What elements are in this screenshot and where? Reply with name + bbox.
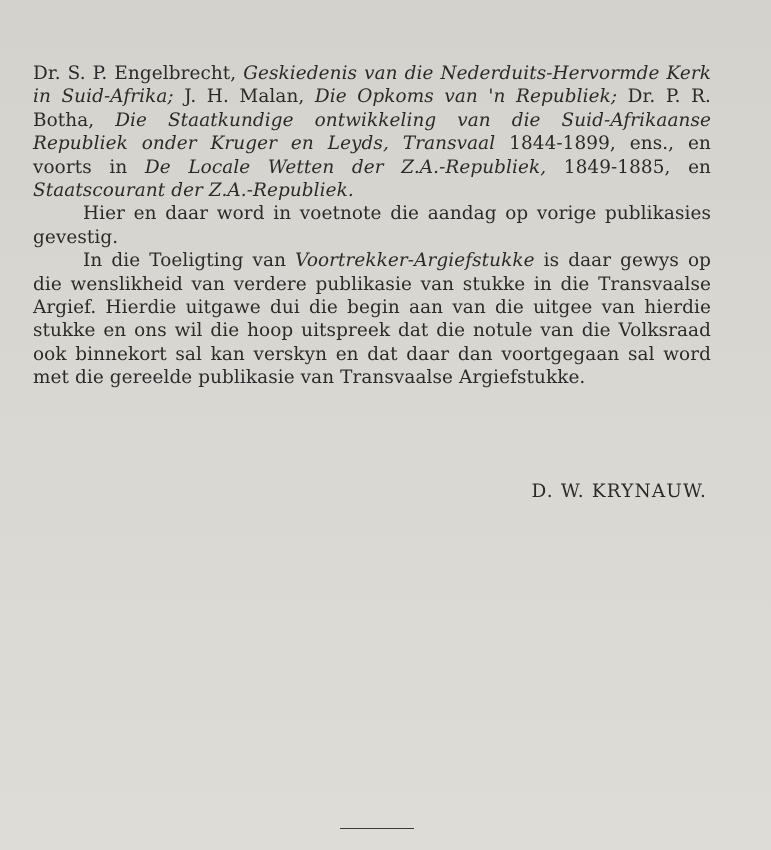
author-signature: D. W. KRYNAUW. — [531, 481, 707, 502]
book-title: Die Opkoms van 'n Republiek; — [314, 86, 618, 108]
book-title: Geskiedenis van die Nederduits-Hervormde Kerk in Suid-Afrika; — [33, 63, 711, 108]
body-text — [33, 62, 711, 390]
book-title: Staatscourant der Z.A.-Republiek. — [33, 180, 354, 202]
book-title: Voortrekker-Argiefstukke — [295, 250, 535, 272]
text-run: is daar gewys op die wenslikheid van verdere publikasie van stukke in die Transvaalse Argief. Hierdie uitgawe dui die begin aan van die uitgee van hierdie stukke en ons wil die hoop uitspreek dat die notule van die Volksraad ook binnekort sal kan verskyn en dat daar dan voortgegaan sal word met die gereelde publikasie van Transvaalse Argiefstukke. — [33, 250, 711, 389]
text-run: In die Toeligting van — [83, 250, 296, 272]
text-run: Dr. S. P. Engelbrecht, — [33, 63, 244, 84]
book-title: De Locale Wetten der Z.A.-Republiek, — [144, 156, 547, 178]
text-run: Dr. P. R. Botha, — [33, 86, 712, 131]
book-title: Die Staatkundige ontwikkeling van die Suid-Afrikaanse Republiek onder Kruger en Leyds, Transvaal — [33, 109, 711, 155]
text-run: J. H. Malan, — [173, 86, 315, 108]
footer-divider — [340, 828, 414, 829]
text-run: 1849-1885, en — [546, 156, 711, 178]
paragraph-footnotes: Hier en daar word in voetnote die aandag op vorige publikasies gevestig. — [33, 203, 711, 248]
text-run: 1844-1899, ens., en voorts in — [33, 133, 711, 178]
paragraph-publication — [33, 249, 711, 389]
paragraph-references — [33, 62, 711, 202]
